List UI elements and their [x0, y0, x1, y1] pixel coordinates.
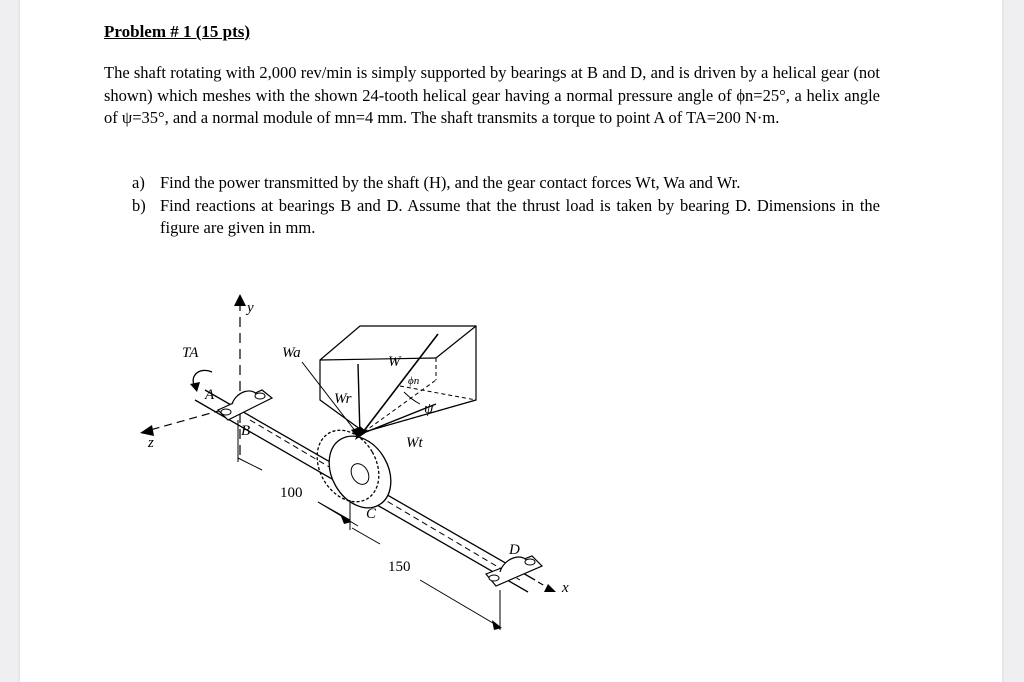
- dimension-150: [352, 528, 502, 630]
- question-a-text: Find the power transmitted by the shaft (H), and the gear contact forces Wt, Wa and Wr.: [160, 173, 741, 192]
- torque-label: TA: [182, 345, 199, 361]
- torque-arrow-icon: [190, 382, 200, 392]
- w-vector: [360, 334, 438, 436]
- x-axis: [538, 582, 556, 592]
- dimension-100-label: 100: [280, 485, 303, 501]
- psi-label: ψ: [424, 401, 434, 417]
- wr-label: Wr: [334, 391, 352, 407]
- point-a-label: A: [205, 387, 215, 403]
- bearing-d-icon: [486, 556, 542, 586]
- x-axis-label: x: [562, 580, 569, 596]
- wa-label: Wa: [282, 345, 301, 361]
- problem-title: Problem # 1 (15 pts): [104, 22, 251, 41]
- question-a-marker: a): [132, 173, 145, 192]
- wr-vector: [358, 364, 360, 436]
- bearing-b-icon: [218, 390, 272, 420]
- bearing-b-label: B: [241, 423, 251, 439]
- w-label: W: [388, 354, 401, 370]
- dimension-150-label: 150: [388, 559, 411, 575]
- helical-gear-icon: [305, 419, 403, 519]
- gear-c-label: C: [366, 506, 377, 522]
- problem-statement: The shaft rotating with 2,000 rev/min is simply supported by bearings at B and D, and is driven by a helical gear (not shown) which meshes with the shown 24-tooth helical gear having a normal pressure angle of ϕn=25°, a helix angle of ψ=35°, and a normal module of mn=4 mm. The shaft transmits a torque to point A of TA=200 N·m.: [104, 63, 880, 128]
- wt-label: Wt: [406, 435, 423, 451]
- bearing-d-label: D: [509, 542, 520, 558]
- z-axis: [140, 410, 222, 436]
- question-b-marker: b): [132, 195, 146, 215]
- phi-label: ϕn: [408, 375, 420, 387]
- z-axis-label: z: [148, 435, 154, 451]
- question-b-text: Find reactions at bearings B and D. Assume that the thrust load is taken by bearing D. Dimensions in the figure are given in mm.: [160, 195, 880, 238]
- y-axis-label: y: [247, 300, 254, 316]
